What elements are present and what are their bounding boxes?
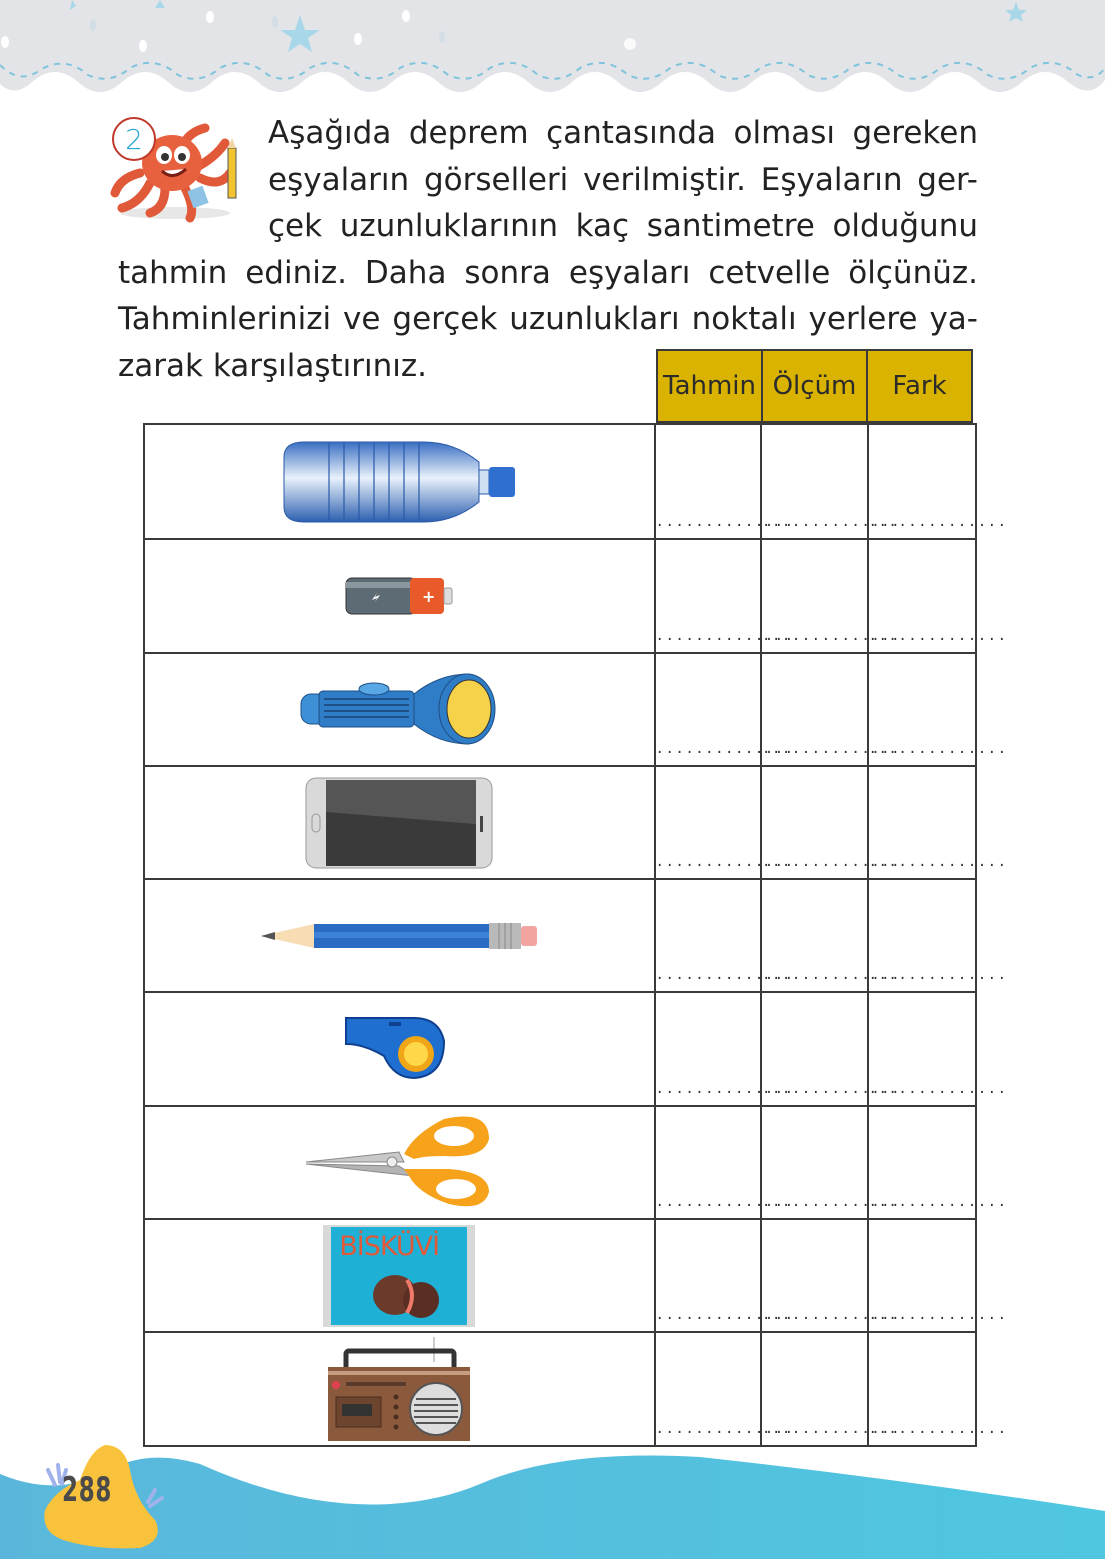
page-number: 288	[62, 1470, 113, 1510]
olcum-blank[interactable]: ..............	[762, 854, 902, 871]
olcum-blank[interactable]: ..............	[762, 1194, 902, 1211]
instruction-line-5: Tahminlerinizi ve gerçek uzunlukları noktalı yerlere ya-	[118, 301, 978, 337]
radio-icon	[324, 1337, 474, 1441]
fark-cell[interactable]	[868, 767, 1008, 878]
olcum-cell[interactable]	[762, 540, 902, 651]
table-row	[145, 1331, 1008, 1444]
table-row	[145, 425, 1008, 538]
tahmin-cell[interactable]	[655, 540, 795, 651]
olcum-cell[interactable]	[762, 1220, 902, 1331]
instruction-line-2: eşyaların görselleri verilmiştir. Eşyaların ger-	[268, 161, 978, 198]
fark-cell[interactable]	[868, 1220, 1008, 1331]
table-row	[145, 1218, 1008, 1331]
item-cell	[145, 425, 656, 538]
item-cell	[145, 1107, 656, 1218]
fark-blank[interactable]: ..............	[868, 1194, 1008, 1211]
olcum-cell[interactable]	[762, 993, 902, 1104]
olcum-blank[interactable]: ..............	[762, 740, 902, 757]
tahmin-blank[interactable]: ..............	[655, 854, 795, 871]
tahmin-blank[interactable]: ..............	[655, 1307, 795, 1324]
olcum-blank[interactable]: ..............	[762, 1420, 902, 1437]
instruction-line-1: Aşağıda deprem çantasında olması gereken	[268, 115, 978, 151]
olcum-blank[interactable]: ..............	[762, 1080, 902, 1097]
tahmin-cell[interactable]	[655, 993, 795, 1104]
battery-icon	[344, 576, 454, 616]
table-row	[145, 878, 1008, 991]
olcum-cell[interactable]	[762, 1333, 902, 1444]
tahmin-cell[interactable]	[655, 425, 795, 538]
tahmin-cell[interactable]	[655, 1333, 795, 1444]
table-row	[145, 538, 1008, 651]
olcum-cell[interactable]	[762, 654, 902, 765]
scissors-icon	[304, 1114, 494, 1210]
smartphone-icon	[304, 776, 494, 870]
table-header	[656, 349, 973, 423]
fark-blank[interactable]: ..............	[868, 514, 1008, 531]
fark-cell[interactable]	[868, 425, 1008, 538]
svg-text:+: +	[422, 586, 436, 606]
item-cell	[145, 540, 656, 651]
whistle-icon	[344, 1016, 454, 1082]
fark-cell[interactable]	[868, 540, 1008, 651]
tahmin-blank[interactable]: ..............	[655, 1080, 795, 1097]
item-cell	[145, 654, 656, 765]
tahmin-cell[interactable]	[655, 880, 795, 991]
fark-blank[interactable]: ..............	[868, 967, 1008, 984]
item-cell	[145, 1333, 656, 1444]
table-row	[145, 1105, 1008, 1218]
flashlight-icon	[299, 669, 499, 749]
water-bottle-icon	[274, 437, 524, 527]
column-header-fark: Fark	[866, 349, 973, 423]
olcum-cell[interactable]	[762, 1107, 902, 1218]
tahmin-cell[interactable]	[655, 1107, 795, 1218]
olcum-blank[interactable]: ..............	[762, 627, 902, 644]
fark-cell[interactable]	[868, 1107, 1008, 1218]
tahmin-blank[interactable]: ..............	[655, 1420, 795, 1437]
measurement-table	[143, 423, 1008, 1447]
table-row	[145, 991, 1008, 1104]
item-cell	[145, 767, 656, 878]
table-row	[145, 765, 1008, 878]
fark-cell[interactable]	[868, 654, 1008, 765]
item-cell	[145, 993, 656, 1104]
instruction-line-4: tahmin ediniz. Daha sonra eşyaları cetvelle ölçünüz.	[118, 254, 978, 291]
item-cell	[145, 1220, 656, 1331]
instruction-line-3: çek uzunluklarının kaç santimetre olduğunu	[268, 208, 978, 244]
table-row	[145, 652, 1008, 765]
fark-blank[interactable]: ..............	[868, 740, 1008, 757]
fark-blank[interactable]: ..............	[868, 1420, 1008, 1437]
olcum-cell[interactable]	[762, 767, 902, 878]
instruction-line-6: zarak karşılaştırınız.	[118, 347, 428, 384]
olcum-blank[interactable]: ..............	[762, 1307, 902, 1324]
column-header-tahmin: Tahmin	[656, 349, 763, 423]
question-number-badge: 2	[112, 117, 156, 161]
pencil-icon	[259, 918, 539, 954]
tahmin-cell[interactable]	[655, 1220, 795, 1331]
column-header-olcum: Ölçüm	[761, 349, 868, 423]
tahmin-blank[interactable]: ..............	[655, 514, 795, 531]
olcum-blank[interactable]: ..............	[762, 514, 902, 531]
item-cell	[145, 880, 656, 991]
tahmin-blank[interactable]: ..............	[655, 1194, 795, 1211]
tahmin-blank[interactable]: ..............	[655, 740, 795, 757]
tahmin-blank[interactable]: ..............	[655, 967, 795, 984]
olcum-cell[interactable]	[762, 880, 902, 991]
biscuit-label: BİSKÜVİ	[339, 1230, 440, 1262]
fark-cell[interactable]	[868, 1333, 1008, 1444]
tahmin-cell[interactable]	[655, 654, 795, 765]
olcum-blank[interactable]: ..............	[762, 967, 902, 984]
fark-blank[interactable]: ..............	[868, 1307, 1008, 1324]
tahmin-blank[interactable]: ..............	[655, 627, 795, 644]
biscuit-pack-icon	[323, 1225, 475, 1327]
fark-blank[interactable]: ..............	[868, 854, 1008, 871]
fark-cell[interactable]	[868, 880, 1008, 991]
fark-blank[interactable]: ..............	[868, 1080, 1008, 1097]
top-decorative-banner	[0, 0, 1105, 110]
olcum-cell[interactable]	[762, 425, 902, 538]
tahmin-cell[interactable]	[655, 767, 795, 878]
fark-blank[interactable]: ..............	[868, 627, 1008, 644]
fark-cell[interactable]	[868, 993, 1008, 1104]
instructions-text	[118, 110, 978, 389]
